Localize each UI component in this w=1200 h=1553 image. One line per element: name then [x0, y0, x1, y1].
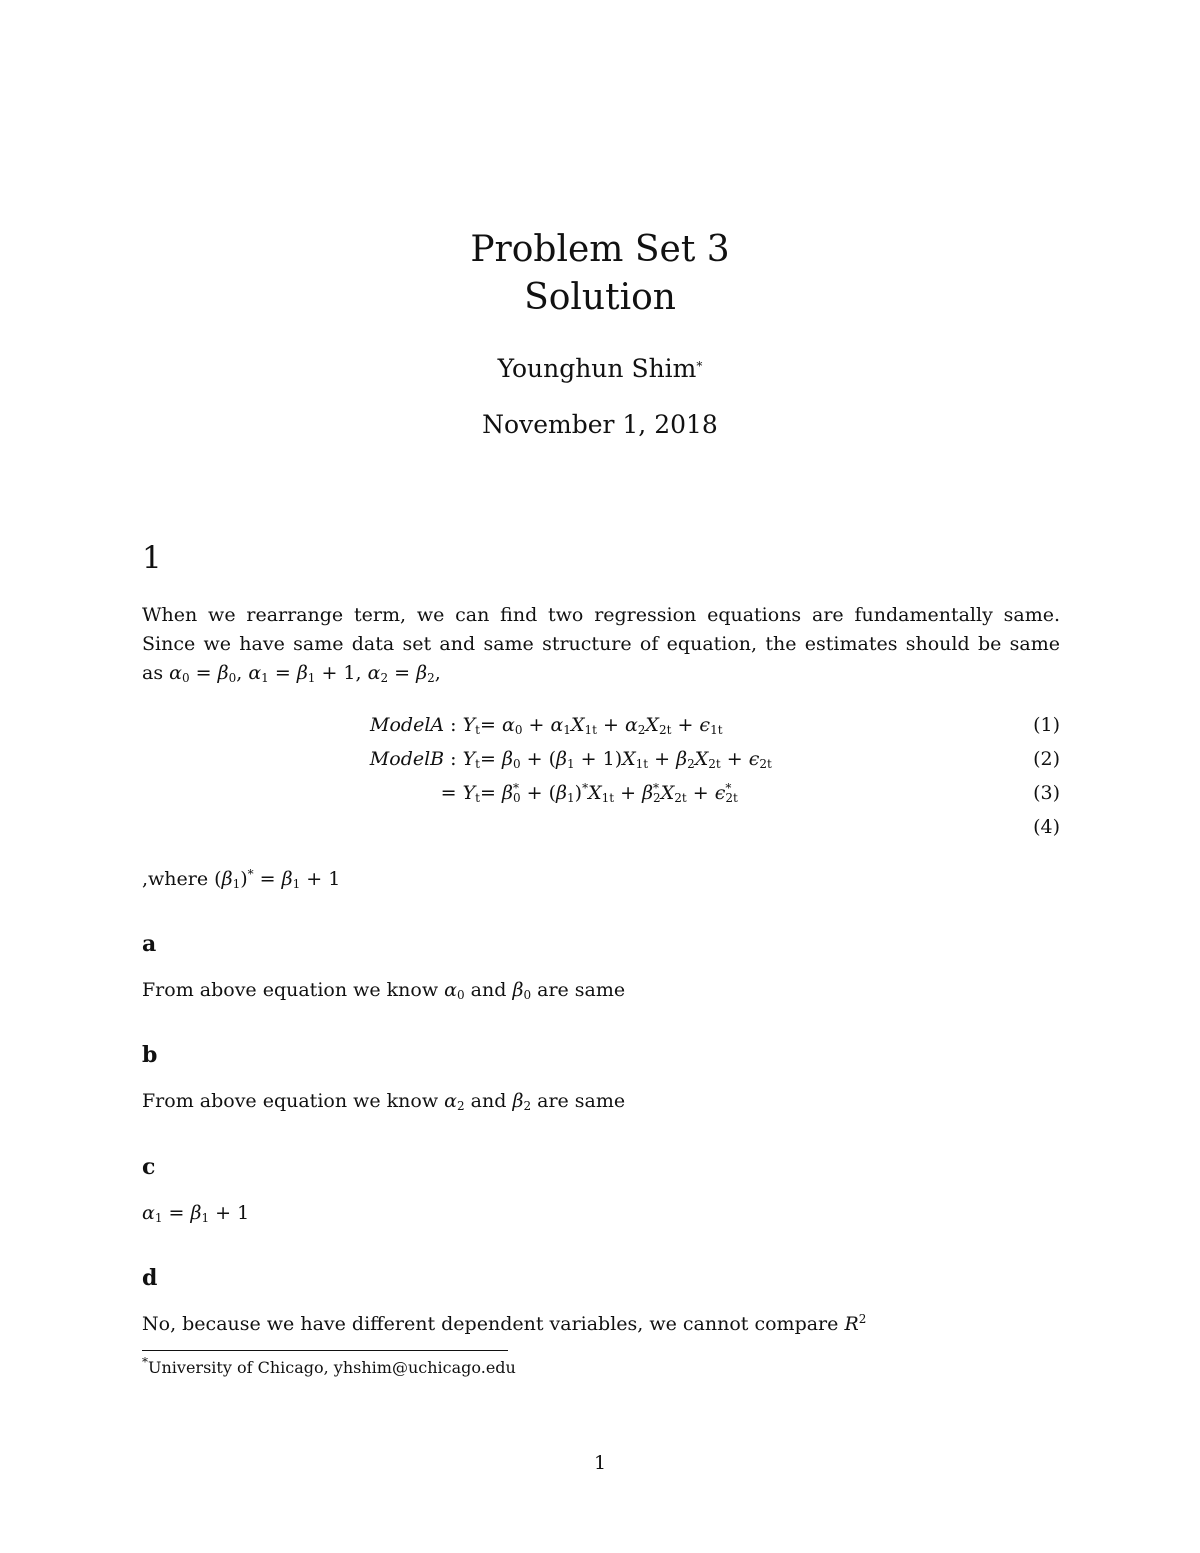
subsection-heading-d: d: [142, 1265, 158, 1291]
subsection-b-mid: and: [464, 1090, 513, 1112]
intro-line-3: [142, 659, 1060, 688]
equation-number-4: (4): [1033, 816, 1060, 838]
footnote-text: University of Chicago, yhshim@uchicago.edu: [148, 1358, 516, 1377]
subsection-a-mid: and: [464, 979, 513, 1001]
subsection-b-prefix: From above equation we know: [142, 1090, 445, 1112]
intro-paragraph: [142, 601, 1060, 688]
intro-line-3-prefix: as: [142, 662, 170, 684]
equation-number-3: (3): [1033, 782, 1060, 804]
equation-2-rhs: = $\beta_0 + (\beta_1 + 1)X_{1t} + \beta_2X_{2t} + \epsilon_{2t}$: [480, 748, 772, 771]
where-line: ,where $(\beta_1)^* = \beta_1 + 1$: [142, 867, 341, 891]
equation-number-1: (1): [1033, 714, 1060, 736]
author-name: Younghun Shim: [497, 354, 697, 383]
title-line-1: Problem Set 3: [470, 229, 730, 270]
subsection-b-suffix: are same: [531, 1090, 626, 1112]
subsection-b-text: From above equation we know $\alpha_2$ and $\beta_2$ are same: [142, 1090, 626, 1113]
section-heading-1: 1: [142, 540, 162, 576]
subsection-heading-a: a: [142, 931, 157, 957]
subsection-a-suffix: are same: [531, 979, 626, 1001]
page-number: 1: [593, 1452, 607, 1474]
footnote: [142, 1357, 516, 1379]
subsection-a-text: From above equation we know $\alpha_0$ and $\beta_0$ are same: [142, 979, 626, 1002]
title-line-2: Solution: [524, 277, 676, 318]
footnote-mark: *: [142, 1355, 148, 1369]
subsection-d-sentence: No, because we have different dependent variables, we cannot compare: [142, 1313, 845, 1335]
subsection-d-text: No, because we have different dependent variables, we cannot compare $R^2$: [142, 1312, 867, 1335]
equation-1-rhs: = $\alpha_0 + \alpha_1X_{1t} + \alpha_2X_{2t} + \epsilon_{1t}$: [480, 714, 723, 737]
equation-number-2: (2): [1033, 748, 1060, 770]
equation-2-lhs: ModelB : $Y_t$: [369, 748, 480, 771]
author-footnote-mark: *: [696, 359, 703, 373]
author-line: [0, 352, 1200, 386]
document-date: November 1, 2018: [482, 410, 718, 439]
document-title: [0, 226, 1200, 322]
intro-line-3-math: $\alpha_0 = \beta_0$, $\alpha_1 = \beta_1 + 1$, $\alpha_2 = \beta_2$,: [169, 662, 441, 685]
equation-3-lhs: = $Y_t$: [440, 782, 480, 805]
subsection-c-text: $\alpha_1 = \beta_1 + 1$: [142, 1202, 250, 1225]
subsection-a-prefix: From above equation we know: [142, 979, 445, 1001]
subsection-heading-c: c: [142, 1154, 156, 1180]
equation-1-lhs: ModelA : $Y_t$: [370, 714, 480, 737]
footnote-rule: [142, 1350, 508, 1351]
where-prefix: ,where: [142, 868, 215, 890]
intro-line-2: Since we have same data set and same structure of equation, the estimates should be same: [142, 633, 1060, 655]
intro-line-1: When we rearrange term, we can find two regression equations are fundamentally same.: [142, 604, 1060, 626]
subsection-heading-b: b: [142, 1042, 158, 1068]
equation-3-rhs: = $\beta^*_0 + (\beta_1)^*X_{1t} + \beta^*_2X_{2t} + \epsilon^*_{2t}$: [480, 781, 738, 805]
